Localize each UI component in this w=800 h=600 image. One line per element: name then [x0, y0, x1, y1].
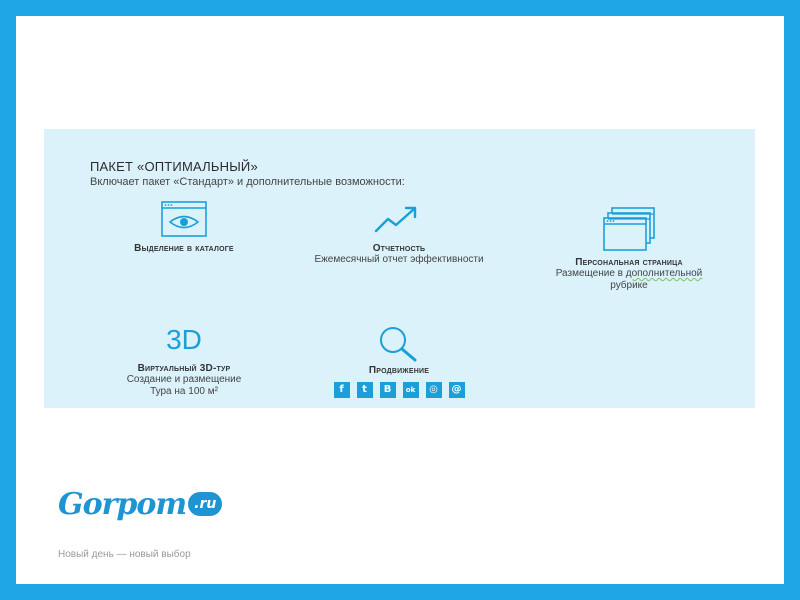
feature-report-title: Отчетность [372, 243, 426, 254]
package-title: ПАКЕТ «ОПТИМАЛЬНЫЙ» [90, 159, 258, 174]
social-icons [314, 382, 484, 398]
email-icon[interactable]: @ [449, 382, 465, 398]
package-panel [44, 129, 755, 408]
3d-icon: 3D [166, 324, 202, 355]
stacked-windows-icon [602, 207, 656, 253]
feature-personal-desc-line2: рубрике [610, 280, 648, 291]
gorpom-logo [58, 487, 222, 522]
logo-suffix: .ru [188, 492, 222, 516]
package-subtitle: Включает пакет «Стандарт» и дополнительные возможности: [90, 176, 405, 188]
feature-tour-desc-line2: Тура на 100 м² [150, 386, 218, 397]
feature-promo-title: Продвижение [368, 365, 430, 376]
feature-tour-desc-line1: Создание и размещение [126, 374, 242, 385]
feature-tour-title: Виртуальный 3D-тур [137, 363, 231, 374]
twitter-icon[interactable]: t [357, 382, 373, 398]
feature-personal [539, 207, 719, 292]
feature-personal-title: Персональная страница [575, 257, 683, 268]
odnoklassniki-icon[interactable]: ok [403, 382, 419, 398]
feature-tour [104, 325, 264, 398]
vkontakte-icon[interactable]: B [380, 382, 396, 398]
feature-personal-desc-text: Размещение в [555, 268, 626, 279]
feature-promo [314, 325, 484, 398]
feature-catalog [104, 201, 264, 254]
facebook-icon[interactable]: f [334, 382, 350, 398]
feature-catalog-title: Выделение в каталоге [134, 243, 234, 254]
logo-text: Gorpom [58, 487, 187, 522]
magnifier-icon [377, 325, 421, 363]
eye-window-icon [161, 201, 207, 237]
instagram-icon[interactable]: ◎ [426, 382, 442, 398]
tagline: Новый день — новый выбор [58, 549, 191, 560]
trend-arrow-icon [374, 201, 424, 237]
feature-personal-desc [539, 268, 719, 280]
feature-report-desc: Ежемесячный отчет эффективности [314, 254, 484, 265]
feature-report [294, 201, 504, 266]
feature-personal-desc-underlined: дополнительной [625, 268, 703, 279]
slide [16, 16, 784, 584]
